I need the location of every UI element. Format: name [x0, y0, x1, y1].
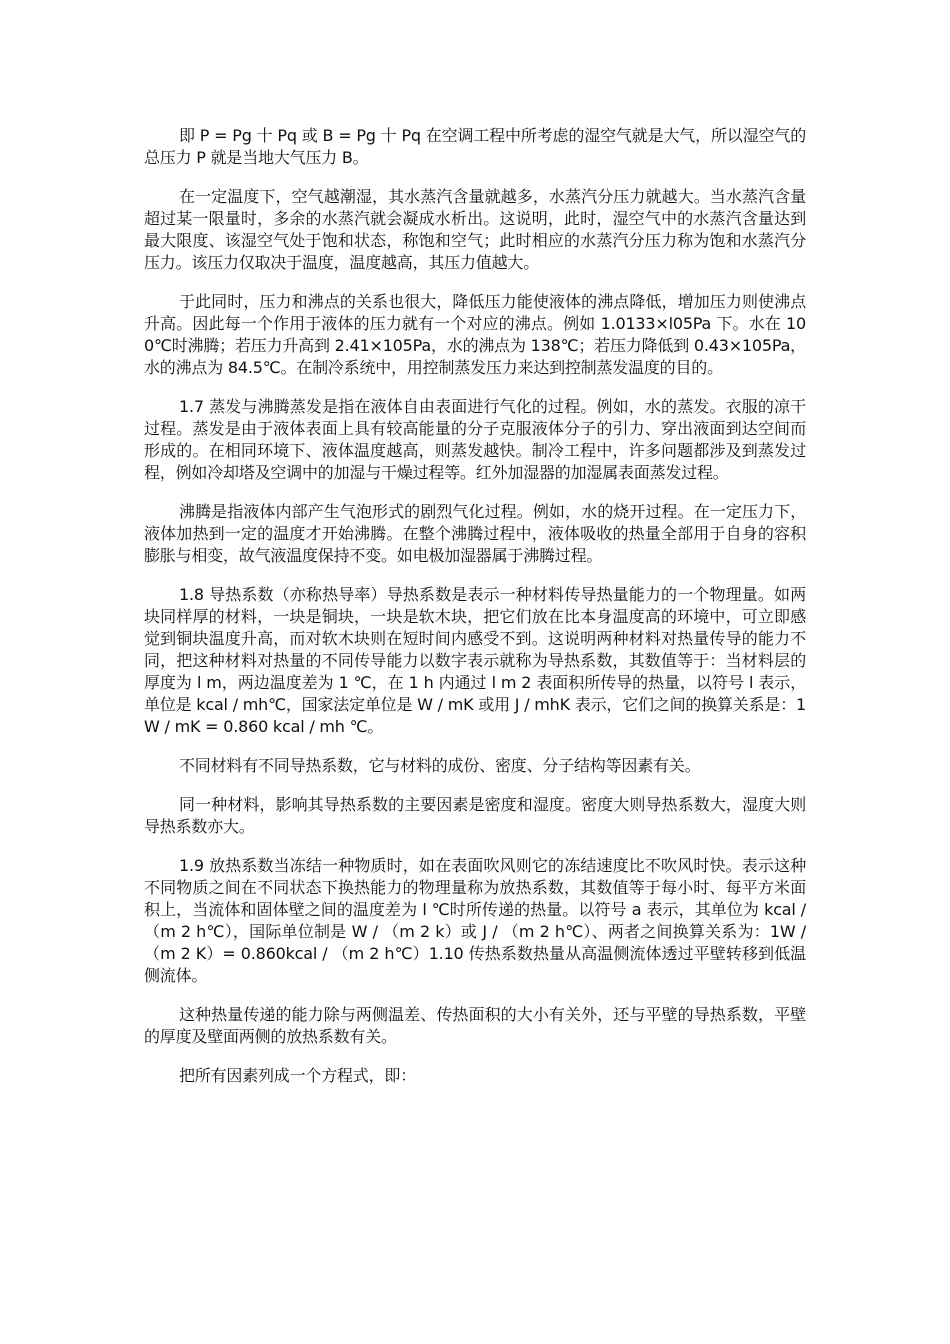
- document-body: [144, 125, 806, 1104]
- paragraph-conductivity-factors: 不同材料有不同导热系数，它与材料的成份、密度、分子结构等因素有关。: [179, 756, 701, 775]
- paragraph-evaporation: 1.7 蒸发与沸腾蒸发是指在液体自由表面进行气化的过程。例如，水的蒸发。衣服的凉干过程。蒸发是由于液体表面上具有较高能量的分子克服液体分子的引力、穿出液面到达空间而形成的。在相同环境下、液体温度越高，则蒸发越快。制冷工程中，许多问题都涉及到蒸发过程，例如冷却塔及空调中的加湿与干燥过程等。红外加湿器的加湿属表面蒸发过程。: [144, 397, 806, 482]
- paragraph-humid-air-pressure: 即 P = Pg 十 Pq 或 B = Pg 十 Pq 在空调工程中所考虑的湿空气就是大气，所以湿空气的总压力 P 就是当地大气压力 B。: [144, 126, 806, 167]
- paragraph-boiling: 沸腾是指液体内部产生气泡形式的剧烈气化过程。例如，水的烧开过程。在一定压力下，液体加热到一定的温度才开始沸腾。在整个沸腾过程中，液体吸收的热量全部用于自身的容积膨胀与相变，故气液温度保持不变。如电极加湿器属于沸腾过程。: [144, 502, 806, 565]
- paragraph-density-humidity: 同一种材料，影响其导热系数的主要因素是密度和湿度。密度大则导热系数大，湿度大则导热系数亦大。: [144, 795, 806, 836]
- paragraph-saturated-air: 在一定温度下，空气越潮湿，其水蒸汽含量就越多，水蒸汽分压力就越大。当水蒸汽含量超过某一限量时，多余的水蒸汽就会凝成水析出。这说明，此时，湿空气中的水蒸汽含量达到最大限度、该湿空气处于饱和状态，称饱和空气；此时相应的水蒸汽分压力称为饱和水蒸汽分压力。该压力仅取决于温度，温度越高，其压力值越大。: [144, 187, 806, 272]
- paragraph-heat-transfer-ability: 这种热量传递的能力除与两侧温差、传热面积的大小有关外，还与平壁的导热系数，平壁的厚度及壁面两侧的放热系数有关。: [144, 1005, 806, 1046]
- paragraph-pressure-boiling-point: 于此同时，压力和沸点的关系也很大，降低压力能使液体的沸点降低，增加压力则使沸点升高。因此每一个作用于液体的压力就有一个对应的沸点。例如 1.0133×l05Pa 下。水在 100℃时沸腾；若压力升高到 2.41×105Pa，水的沸点为 138℃；若压力降低到 0.43×105Pa，水的沸点为 84.5℃。在制冷系统中，用控制蒸发压力来达到控制蒸发温度的目的。: [144, 292, 806, 377]
- paragraph-thermal-conductivity: 1.8 导热系数（亦称热导率）导热系数是表示一种材料传导热量能力的一个物理量。如两块同样厚的材料，一块是铜块，一块是软木块，把它们放在比本身温度高的环境中，可立即感觉到铜块温度升高，而对软木块则在短时间内感受不到。这说明两种材料对热量传导的能力不同，把这种材料对热量的不同传导能力以数字表示就称为导热系数，其数值等于：当材料层的厚度为 l m，两边温度差为 1 ℃，在 1 h 内通过 l m 2 表面积所传导的热量，以符号 l 表示，单位是 kcal / mh℃，国家法定单位是 W / mK 或用 J / mhK 表示，它们之间的换算关系是：1W / mK = 0.860 kcal / mh ℃。: [144, 585, 806, 736]
- paragraph-heat-release-coefficient: 1.9 放热系数当冻结一种物质时，如在表面吹风则它的冻结速度比不吹风时快。表示这种不同物质之间在不同状态下换热能力的物理量称为放热系数，其数值等于每小时、每平方米面积上，当流体和固体壁之间的温度差为 l ℃时所传递的热量。以符号 a 表示，其单位为 kcal / （m 2 h℃），国际单位制是 W / （m 2 k）或 J / （m 2 h℃）、两者之间换算关系为：1W / （m 2 K）= 0.860kcal / （m 2 h℃）1.10 传热系数热量从高温侧流体透过平壁转移到低温侧流体。: [144, 856, 806, 985]
- paragraph-equation-intro: 把所有因素列成一个方程式，即：: [179, 1066, 417, 1085]
